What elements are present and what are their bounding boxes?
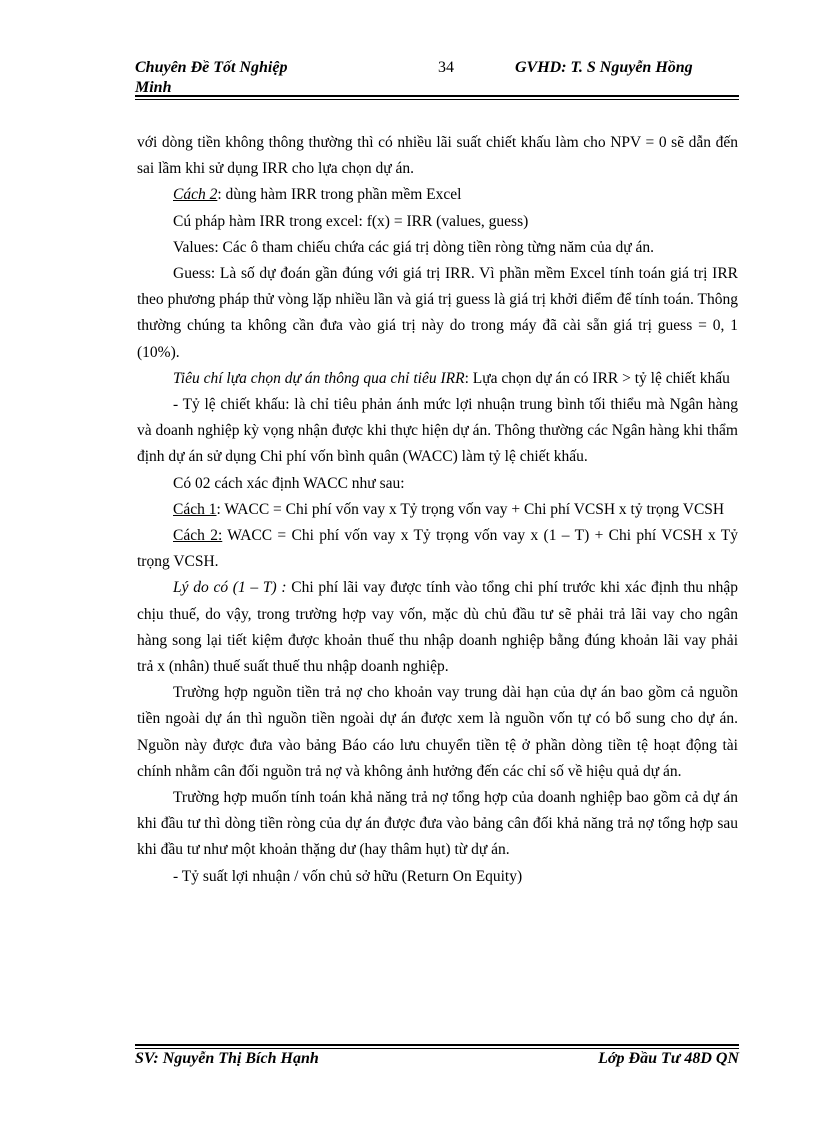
header-supervisor: GVHD: T. S Nguyễn Hồng — [515, 59, 693, 76]
tax-reason-label: Lý do có (1 – T) : — [173, 579, 287, 597]
paragraph-npv: với dòng tiền không thông thường thì có nhiều lãi suất chiết khấu làm cho NPV = 0 sẽ dẫn đến sai lầm khi sử dụng IRR cho lựa chọn dự án. — [137, 134, 738, 178]
paragraph-roe: - Tỷ suất lợi nhuận / vốn chủ sở hữu (Return On Equity) — [173, 867, 523, 885]
header-title: Chuyên Đề Tốt Nghiệp Minh — [135, 59, 288, 96]
page-body — [137, 130, 738, 890]
paragraph-method-2-excel — [137, 182, 738, 208]
wacc-method-1-label: Cách 1 — [173, 500, 217, 518]
page-number: 34 — [438, 59, 454, 76]
paragraph-tax-reason — [137, 575, 738, 680]
paragraph-discount-rate: - Tỷ lệ chiết khấu: là chỉ tiêu phản ánh mức lợi nhuận trung bình tối thiểu mà Ngân hàng và doanh nghiệp kỳ vọng nhận được khi thực hiện dự án. Thông thường các Ngân hàng khi thẩm định dự án sử dụng Chi phí vốn bình quân (WACC) làm tỷ lệ chiết khấu. — [137, 396, 738, 466]
method-2-text: : dùng hàm IRR trong phần mềm Excel — [217, 186, 462, 204]
footer-class: Lớp Đầu Tư 48D QN — [598, 1050, 739, 1067]
paragraph-irr-criteria — [137, 366, 738, 392]
irr-criteria-text: : Lựa chọn dự án có IRR > tỷ lệ chiết khấu — [464, 369, 730, 387]
paragraph-wacc-method-2 — [137, 523, 738, 575]
wacc-method-2-label: Cách 2: — [173, 527, 223, 545]
header-rule-thin — [135, 99, 739, 100]
paragraph-repayment-source: Trường hợp nguồn tiền trả nợ cho khoản vay trung dài hạn của dự án bao gồm cả nguồn tiền ngoài dự án thì nguồn tiền ngoài dự án được xem là nguồn vốn tự có bổ sung cho dự án. Nguồn này được đưa vào bảng Báo cáo lưu chuyển tiền tệ ở phần dòng tiền tệ hoạt động tài chính nhằm cân đối nguồn trả nợ và không ảnh hưởng đến các chỉ số về hiệu quả dự án. — [137, 684, 738, 780]
paragraph-values: Values: Các ô tham chiếu chứa các giá trị dòng tiền ròng từng năm của dự án. — [173, 238, 655, 256]
header-rule-thick — [135, 95, 739, 97]
paragraph-irr-syntax: Cú pháp hàm IRR trong excel: f(x) = IRR (values, guess) — [173, 212, 529, 230]
footer-rule-thick — [135, 1044, 739, 1046]
page-header — [135, 58, 739, 98]
wacc-method-1-text: : WACC = Chi phí vốn vay x Tỷ trọng vốn vay + Chi phí VCSH x tỷ trọng VCSH — [216, 500, 725, 518]
irr-criteria-label: Tiêu chí lựa chọn dự án thông qua chỉ tiêu IRR — [173, 369, 465, 387]
footer-rule-thin — [135, 1048, 739, 1049]
paragraph-wacc-method-1 — [137, 497, 738, 523]
paragraph-guess: Guess: Là số dự đoán gần đúng với giá trị IRR. Vì phần mềm Excel tính toán giá trị IRR theo phương pháp thử vòng lặp nhiều lần và giá trị guess là giá trị khởi điểm để tính toán. Thông thường chúng ta không cần đưa vào giá trị này do trong máy đã cài sẵn giá trị guess = 0, 1 (10%). — [137, 265, 738, 361]
paragraph-wacc-intro: Có 02 cách xác định WACC như sau: — [173, 474, 405, 492]
wacc-method-2-text: WACC = Chi phí vốn vay x Tỷ trọng vốn vay x (1 – T) + Chi phí VCSH x Tỷ trọng VCSH. — [137, 527, 738, 571]
method-2-label: Cách 2 — [173, 186, 218, 204]
tax-reason-text: Chi phí lãi vay được tính vào tổng chi phí trước khi xác định thu nhập chịu thuế, do vậy, trong trường hợp vay vốn, mặc dù chủ đầu tư sẽ phải trả lãi vay cho ngân hàng song lại tiết kiệm được khoản thuế thu nhập doanh nghiệp bằng đúng khoản lãi vay phải trả x (nhân) thuế suất thuế thu nhập doanh nghiệp. — [137, 579, 738, 676]
footer-student: SV: Nguyễn Thị Bích Hạnh — [135, 1050, 319, 1067]
paragraph-debt-capacity: Trường hợp muốn tính toán khả năng trả nợ tổng hợp của doanh nghiệp bao gồm cả dự án khi đầu tư thì dòng tiền ròng của dự án được đưa vào bảng cân đối khả năng trả nợ tổng hợp sau khi đầu tư như một khoản thặng dư (hay thâm hụt) từ dự án. — [137, 789, 738, 859]
